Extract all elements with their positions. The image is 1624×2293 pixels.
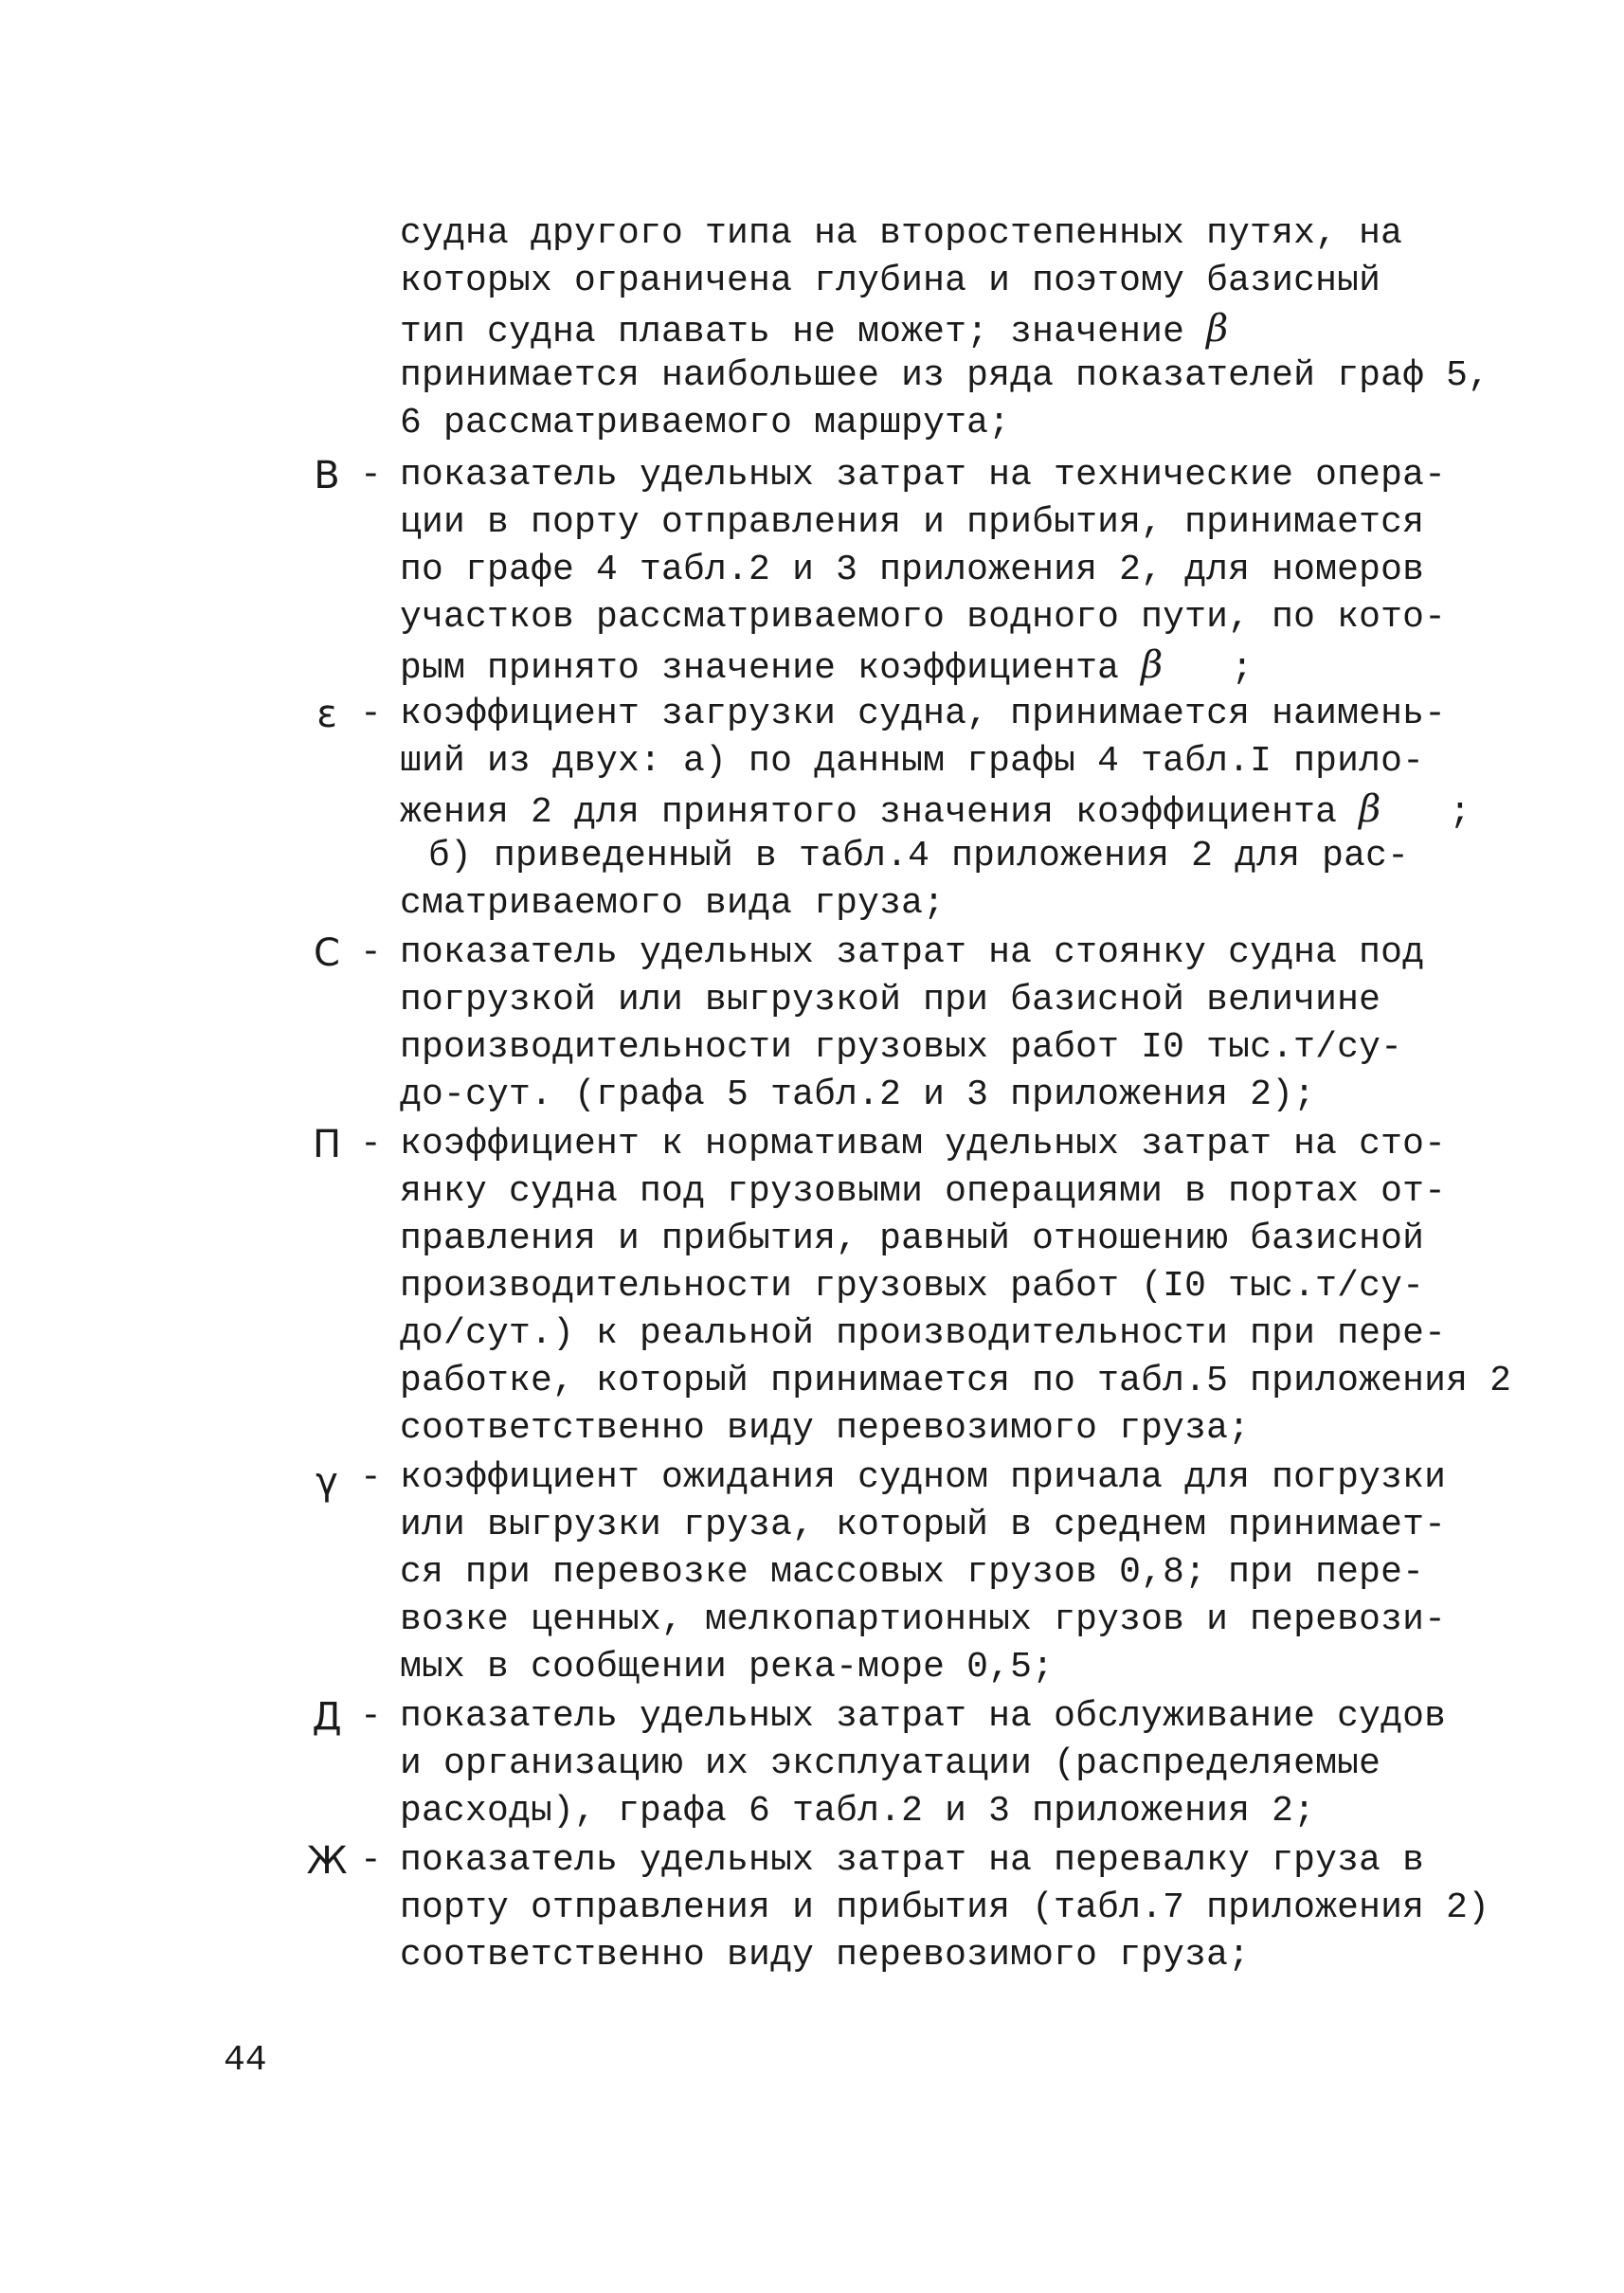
text-segment: тип судна плавать не может; значение	[400, 312, 1207, 352]
beta-symbol: β	[1206, 307, 1229, 351]
beta-symbol: β	[1359, 787, 1381, 831]
text-segment: ;	[1449, 792, 1471, 833]
text-line: до-сут. (графа 5 табл.2 и 3 приложения 2);	[400, 1074, 1316, 1115]
text-line	[400, 785, 1471, 837]
text-line: коэффициент загрузки судна, принимается наимень-	[400, 694, 1447, 734]
text-line: по графе 4 табл.2 и 3 приложения 2, для номеров	[400, 550, 1425, 590]
definition-symbol: ε	[316, 693, 337, 736]
definition-symbol: В	[314, 454, 340, 497]
definition-symbol: Ж	[306, 1839, 348, 1883]
page-number: 44	[224, 2040, 267, 2081]
text-line: коэффициент к нормативам удельных затрат на сто-	[400, 1124, 1447, 1165]
text-line: показатель удельных затрат на обслуживание судов	[400, 1696, 1447, 1737]
text-segment: рым принято значение коэффициента	[400, 648, 1142, 689]
definition-dash: -	[360, 1696, 382, 1737]
definition-symbol: γ	[316, 1460, 338, 1504]
text-line: расходы), графа 6 табл.2 и 3 приложения 2;	[400, 1791, 1316, 1832]
text-line: ший из двух: а) по данным графы 4 табл.I прило-	[400, 741, 1425, 782]
text-line: показатель удельных затрат на стоянку судна под	[400, 932, 1425, 973]
text-line: сматриваемого вида груза;	[400, 883, 946, 924]
definition-symbol: П	[312, 1123, 342, 1166]
text-line: погрузкой или выгрузкой при базисной величине	[400, 980, 1381, 1020]
definition-dash: -	[360, 455, 382, 496]
text-line: мых в сообщении река-море 0,5;	[400, 1647, 1055, 1688]
definition-dash: -	[360, 694, 382, 734]
text-line: производительности грузовых работ I0 тыс.т/су-	[400, 1027, 1403, 1068]
text-line: показатель удельных затрат на технические опера-	[400, 455, 1447, 496]
text-line: коэффициент ожидания судном причала для погрузки	[400, 1457, 1447, 1498]
text-line	[400, 641, 1253, 693]
text-line: ся при перевозке массовых грузов 0,8; при пере-	[400, 1552, 1425, 1593]
text-line: ции в порту отправления и прибытия, принимается	[400, 502, 1425, 543]
text-line: возке ценных, мелкопартионных грузов и перевози-	[400, 1599, 1447, 1640]
definition-symbol: Д	[312, 1695, 342, 1739]
text-line: янку судна под грузовыми операциями в портах от-	[400, 1171, 1447, 1212]
text-line: производительности грузовых работ (I0 тыс.т/су-	[400, 1266, 1425, 1307]
text-line: судна другого типа на второстепенных путях, на	[400, 213, 1403, 254]
text-line: 6 рассматриваемого маршрута;	[400, 403, 1011, 443]
text-line: участков рассматриваемого водного пути, по кото-	[400, 597, 1447, 638]
beta-symbol: β	[1141, 643, 1164, 687]
text-line: соответственно виду перевозимого груза;	[400, 1935, 1251, 1976]
text-line: и организацию их эксплуатации (распределяемые	[400, 1743, 1381, 1784]
definition-dash: -	[360, 932, 382, 973]
definition-dash: -	[360, 1457, 382, 1498]
text-line: которых ограничена глубина и поэтому базисный	[400, 261, 1381, 301]
text-line: порту отправления и прибытия (табл.7 приложения 2)	[400, 1887, 1490, 1928]
definition-dash: -	[360, 1840, 382, 1881]
text-line: до/сут.) к реальной производительности при пере-	[400, 1313, 1447, 1354]
text-line: правления и прибытия, равный отношению базисной	[400, 1219, 1425, 1259]
text-segment: жения 2 для принятого значения коэффициента	[400, 792, 1360, 833]
text-line: или выгрузки груза, который в среднем принимает-	[400, 1505, 1447, 1545]
text-segment: ;	[1231, 648, 1254, 689]
text-line: принимается наибольшее из ряда показателей граф 5,	[400, 355, 1490, 396]
text-line: б) приведенный в табл.4 приложения 2 для рас-	[428, 836, 1410, 876]
definition-symbol: С	[314, 931, 340, 975]
text-line	[400, 305, 1228, 356]
text-line: соответственно виду перевозимого груза;	[400, 1408, 1251, 1449]
definition-dash: -	[360, 1124, 382, 1165]
text-line: работке, который принимается по табл.5 приложения 2	[400, 1361, 1512, 1401]
text-line: показатель удельных затрат на перевалку груза в	[400, 1840, 1425, 1881]
